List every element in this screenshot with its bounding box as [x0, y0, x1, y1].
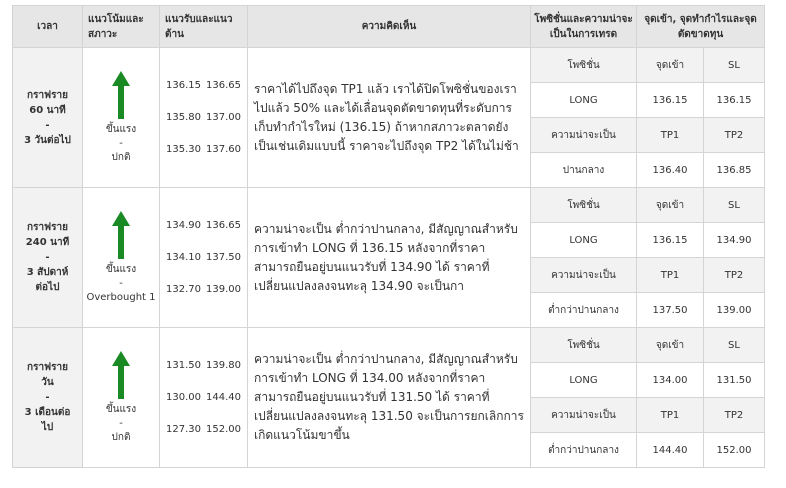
resistance-value: 152.00: [206, 424, 241, 435]
timeframe-cell: [13, 48, 83, 188]
support-value: 136.15: [166, 80, 201, 91]
position-cell: จุดเข้า: [637, 188, 704, 223]
position-cell: 134.90: [704, 223, 765, 258]
position-cell: 131.50: [704, 363, 765, 398]
timeframe-line: 3 สัปดาห์: [26, 267, 69, 278]
levels-cell: [160, 188, 248, 328]
timeframe-line: วัน: [41, 377, 54, 388]
support-value: 134.90: [166, 220, 201, 231]
timeframe-line: ต่อไป: [35, 282, 60, 293]
trend-line: ขึ้นแรง: [105, 263, 137, 275]
trend-line: ปกติ: [111, 431, 131, 443]
position-cell: ปานกลาง: [531, 153, 637, 188]
comment-cell: ความน่าจะเป็น ต่ำกว่าปานกลาง, มีสัญญาณสำหรับการเข้าทำ LONG ที่ 136.15 หลังจากที่ราคาสามารถยืนอยู่บนแนวรับที่ 134.90 ได้ ราคาที่เปลี่ยนแปลงลงจนทะลุ 134.90 จะเป็นกา: [248, 188, 531, 328]
comment-cell: ราคาได้ไปถึงจุด TP1 แล้ว เราได้ปิดโพซิชั่นของเราไปแล้ว 50% และได้เลื่อนจุดตัดขาดทุนที่ระดับการเก็บทำกำไรใหม่ (136.15) ถ้าหากสภาวะตลาดยังเป็นเช่นเดิมแบบนี้ ราคาจะไปถึงจุด TP2 ได้ในไม่ช้า: [248, 48, 531, 188]
resistance-value: 136.65: [206, 80, 241, 91]
position-cell: 152.00: [704, 433, 765, 468]
timeframe-line: 3 เดือนต่อ: [24, 407, 71, 418]
position-cell: LONG: [531, 363, 637, 398]
position-cell: จุดเข้า: [637, 48, 704, 83]
analysis-table: [12, 5, 765, 468]
level-pair: [166, 252, 241, 263]
trend-cell: [83, 48, 160, 188]
position-cell: ความน่าจะเป็น: [531, 118, 637, 153]
level-pair: [166, 392, 241, 403]
trend-line: ขึ้นแรง: [105, 403, 137, 415]
position-cell: TP2: [704, 398, 765, 433]
level-pair: [166, 284, 241, 295]
timeframe-line: -: [45, 252, 50, 263]
position-cell: 136.15: [637, 223, 704, 258]
resistance-value: 139.00: [206, 284, 241, 295]
resistance-value: 139.80: [206, 360, 241, 371]
position-cell: SL: [704, 328, 765, 363]
position-cell: ความน่าจะเป็น: [531, 398, 637, 433]
position-cell: 136.15: [637, 83, 704, 118]
position-cell: 136.15: [704, 83, 765, 118]
position-cell: ต่ำกว่าปานกลาง: [531, 293, 637, 328]
position-cell: LONG: [531, 223, 637, 258]
trend-line: ขึ้นแรง: [105, 123, 137, 135]
support-value: 134.10: [166, 252, 201, 263]
position-cell: 136.85: [704, 153, 765, 188]
header-comment: ความคิดเห็น: [248, 6, 531, 48]
position-cell: โพซิชั่น: [531, 328, 637, 363]
position-cell: โพซิชั่น: [531, 188, 637, 223]
position-cell: SL: [704, 48, 765, 83]
resistance-value: 137.50: [206, 252, 241, 263]
level-pair: [166, 80, 241, 91]
timeframe-cell: [13, 328, 83, 468]
resistance-value: 137.60: [206, 144, 241, 155]
position-cell: LONG: [531, 83, 637, 118]
position-cell: SL: [704, 188, 765, 223]
timeframe-line: 60 นาที: [29, 104, 66, 116]
level-pair: [166, 144, 241, 155]
up-arrow-icon: [112, 211, 130, 259]
comment-cell: ความน่าจะเป็น ต่ำกว่าปานกลาง, มีสัญญาณสำหรับการเข้าทำ LONG ที่ 134.00 หลังจากที่ราคาสามารถยืนอยู่บนแนวรับที่ 131.50 ได้ ราคาที่เปลี่ยนแปลงลงจนทะลุ 131.50 จะเป็นการยกเลิกการเกิดแนวโน้มขาขึ้น: [248, 328, 531, 468]
up-arrow-icon: [112, 71, 130, 119]
up-arrow-icon: [112, 351, 130, 399]
support-value: 131.50: [166, 360, 201, 371]
support-value: 135.80: [166, 112, 201, 123]
timeframe-line: 3 วันต่อไป: [24, 134, 71, 146]
support-value: 135.30: [166, 144, 201, 155]
table-row: [13, 48, 765, 83]
position-cell: TP1: [637, 258, 704, 293]
trend-cell: [83, 328, 160, 468]
level-pair: [166, 360, 241, 371]
position-cell: ต่ำกว่าปานกลาง: [531, 433, 637, 468]
position-cell: TP2: [704, 258, 765, 293]
trend-line: -: [119, 137, 123, 149]
position-cell: จุดเข้า: [637, 328, 704, 363]
table-row: [13, 328, 765, 363]
levels-cell: [160, 328, 248, 468]
timeframe-line: -: [45, 392, 50, 403]
trend-line: -: [119, 417, 123, 429]
position-cell: TP1: [637, 398, 704, 433]
timeframe-line: กราฟราย: [27, 89, 68, 101]
resistance-value: 137.00: [206, 112, 241, 123]
position-cell: 136.40: [637, 153, 704, 188]
position-cell: โพซิชั่น: [531, 48, 637, 83]
header-levels: แนวรับและแนวต้าน: [160, 6, 248, 48]
timeframe-line: 240 นาที: [25, 237, 70, 248]
levels-cell: [160, 48, 248, 188]
position-cell: TP1: [637, 118, 704, 153]
position-cell: 144.40: [637, 433, 704, 468]
trend-cell: [83, 188, 160, 328]
header-time: เวลา: [13, 6, 83, 48]
table-row: [13, 188, 765, 223]
level-pair: [166, 424, 241, 435]
timeframe-cell: [13, 188, 83, 328]
position-cell: TP2: [704, 118, 765, 153]
position-cell: 137.50: [637, 293, 704, 328]
header-position: โพซิชั่นและความน่าจะเป็นในการเทรด: [531, 6, 637, 48]
resistance-value: 144.40: [206, 392, 241, 403]
level-pair: [166, 112, 241, 123]
resistance-value: 136.65: [206, 220, 241, 231]
support-value: 132.70: [166, 284, 201, 295]
position-cell: ความน่าจะเป็น: [531, 258, 637, 293]
trend-line: -: [119, 277, 123, 289]
position-cell: 134.00: [637, 363, 704, 398]
timeframe-line: กราฟราย: [27, 362, 68, 373]
timeframe-line: ไป: [41, 422, 54, 433]
level-pair: [166, 220, 241, 231]
trend-line: Overbought 1: [86, 291, 156, 303]
support-value: 127.30: [166, 424, 201, 435]
header-targets: จุดเข้า, จุดทำกำไรและจุดตัดขาดทุน: [637, 6, 765, 48]
support-value: 130.00: [166, 392, 201, 403]
trend-line: ปกติ: [111, 151, 131, 163]
header-trend: แนวโน้มและสภาวะ: [83, 6, 160, 48]
timeframe-line: -: [45, 119, 50, 131]
position-cell: 139.00: [704, 293, 765, 328]
timeframe-line: กราฟราย: [27, 222, 68, 233]
